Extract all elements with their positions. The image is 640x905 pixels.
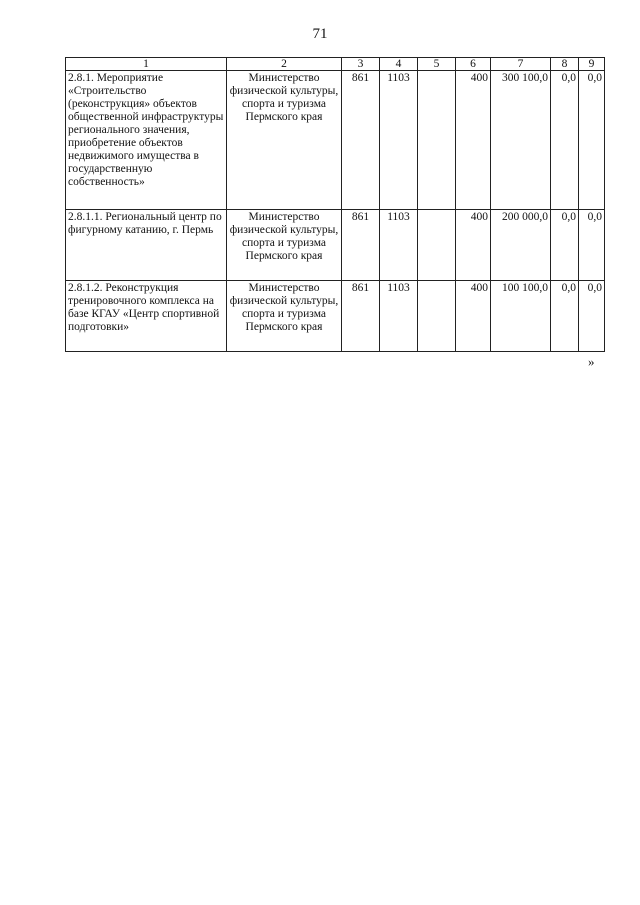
executor-cell: Министерство физической культуры, спорта и туризма Пермского края [227, 210, 342, 281]
budget-table [65, 57, 605, 352]
amount-cell: 0,0 [579, 210, 605, 281]
header-row [66, 58, 605, 71]
column-header: 5 [418, 58, 456, 71]
executor-cell: Министерство физической культуры, спорта и туризма Пермского края [227, 281, 342, 352]
column-header: 3 [342, 58, 380, 71]
column-header: 7 [491, 58, 551, 71]
closing-quote-mark: » [588, 354, 595, 369]
activity-name-cell: 2.8.1. Мероприятие «Строительство (реконструкция» объектов общественной инфраструктуры регионального значения, приобретение объектов недвижимого имущества в государственную собственность» [66, 71, 227, 210]
table-cell: 1103 [380, 281, 418, 352]
table-cell: 861 [342, 210, 380, 281]
amount-cell: 0,0 [579, 281, 605, 352]
executor-cell: Министерство физической культуры, спорта и туризма Пермского края [227, 71, 342, 210]
table-row [66, 281, 605, 352]
column-header: 2 [227, 58, 342, 71]
table-cell: 1103 [380, 71, 418, 210]
column-header: 8 [551, 58, 579, 71]
amount-cell: 300 100,0 [491, 71, 551, 210]
amount-cell: 0,0 [551, 71, 579, 210]
table-cell [418, 281, 456, 352]
amount-cell: 200 000,0 [491, 210, 551, 281]
amount-cell: 0,0 [579, 71, 605, 210]
table-cell: 861 [342, 71, 380, 210]
column-header: 1 [66, 58, 227, 71]
table-cell [418, 210, 456, 281]
table-row [66, 71, 605, 210]
activity-name-cell: 2.8.1.2. Реконструкция тренировочного комплекса на базе КГАУ «Центр спортивной подготовки» [66, 281, 227, 352]
column-header: 4 [380, 58, 418, 71]
table-cell [418, 71, 456, 210]
table-cell: 1103 [380, 210, 418, 281]
table-cell: 861 [342, 281, 380, 352]
table-row [66, 210, 605, 281]
amount-cell: 0,0 [551, 210, 579, 281]
column-header: 9 [579, 58, 605, 71]
page-number: 71 [312, 26, 328, 42]
table-cell: 400 [456, 210, 491, 281]
amount-cell: 100 100,0 [491, 281, 551, 352]
table-cell: 400 [456, 281, 491, 352]
activity-name-cell: 2.8.1.1. Региональный центр по фигурному катанию, г. Пермь [66, 210, 227, 281]
table-cell: 400 [456, 71, 491, 210]
column-header: 6 [456, 58, 491, 71]
amount-cell: 0,0 [551, 281, 579, 352]
